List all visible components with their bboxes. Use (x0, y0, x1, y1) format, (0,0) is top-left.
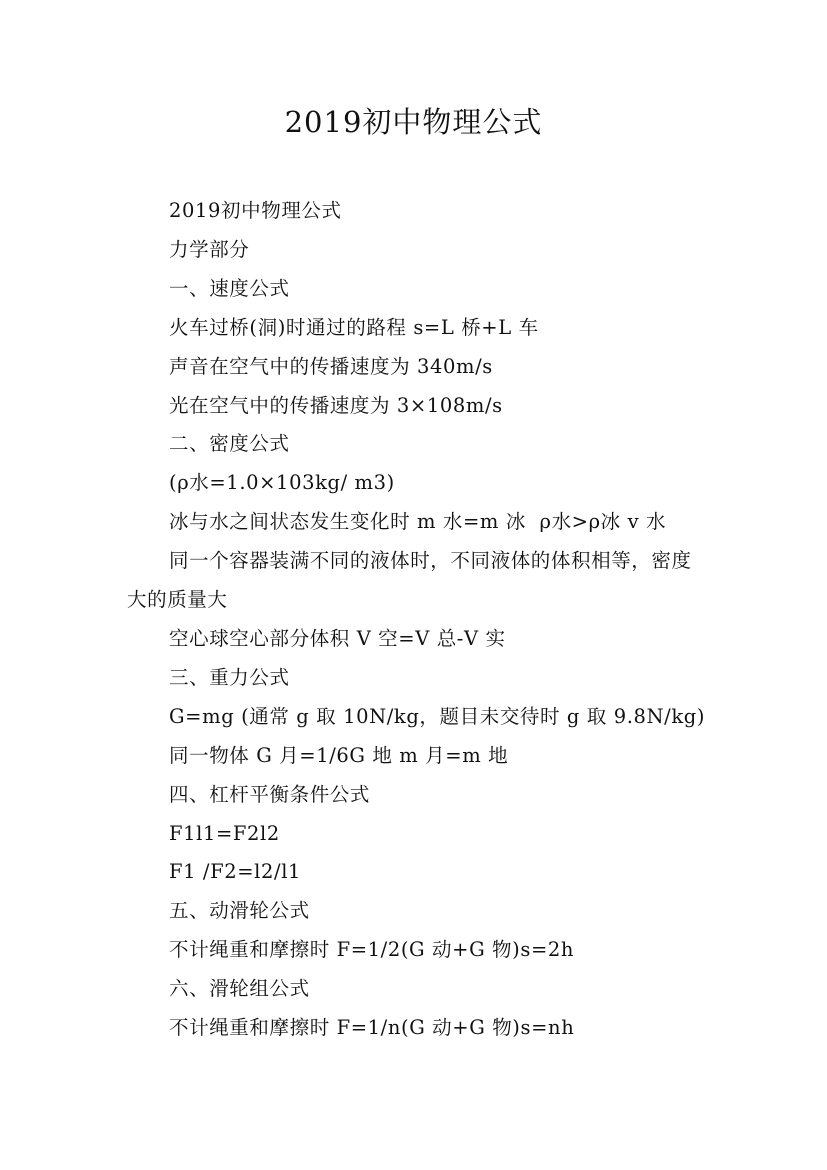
text-line: (ρ水=1.0×103kg/ m3) (169, 471, 395, 495)
text-line: 2019初中物理公式 (169, 199, 342, 222)
text-line: 空心球空心部分体积 V 空=V 总-V 实 (169, 626, 506, 650)
text-line: 同一物体 G 月=1/6G 地 m 月=m 地 (169, 743, 509, 767)
text-paragraph: 同一个容器装满不同的液体时，不同液体的体积相等，密度大的质量大 (127, 549, 692, 612)
text-line: 冰与水之间状态发生变化时 m 水=m 冰 ρ水>ρ冰 v 水 (169, 510, 667, 534)
section-heading: 力学部分 (169, 237, 250, 261)
text-line: G=mg (通常 g 取 10N/kg，题目未交待时 g 取 9.8N/kg) (169, 704, 706, 728)
text-line: 声音在空气中的传播速度为 340m/s (169, 354, 493, 378)
section-heading: 三、重力公式 (169, 665, 290, 689)
section-heading: 二、密度公式 (169, 432, 290, 456)
section-heading: 一、速度公式 (169, 276, 290, 300)
formula-line: F1 /F2=l2/l1 (169, 860, 302, 884)
section-heading: 六、滑轮组公式 (169, 977, 310, 1001)
text-line: 不计绳重和摩擦时 F=1/n(G 动+G 物)s=nh (169, 1016, 575, 1040)
document-body (127, 192, 707, 1048)
section-heading: 五、动滑轮公式 (169, 899, 310, 923)
section-heading: 四、杠杆平衡条件公式 (169, 782, 371, 806)
formula-line: F1l1=F2l2 (169, 821, 280, 845)
document-title: 2019初中物理公式 (284, 105, 543, 139)
text-line: 光在空气中的传播速度为 3×108m/s (169, 393, 503, 417)
text-line: 火车过桥(洞)时通过的路程 s=L 桥+L 车 (169, 315, 539, 339)
text-line: 不计绳重和摩擦时 F=1/2(G 动+G 物)s=2h (169, 938, 575, 962)
